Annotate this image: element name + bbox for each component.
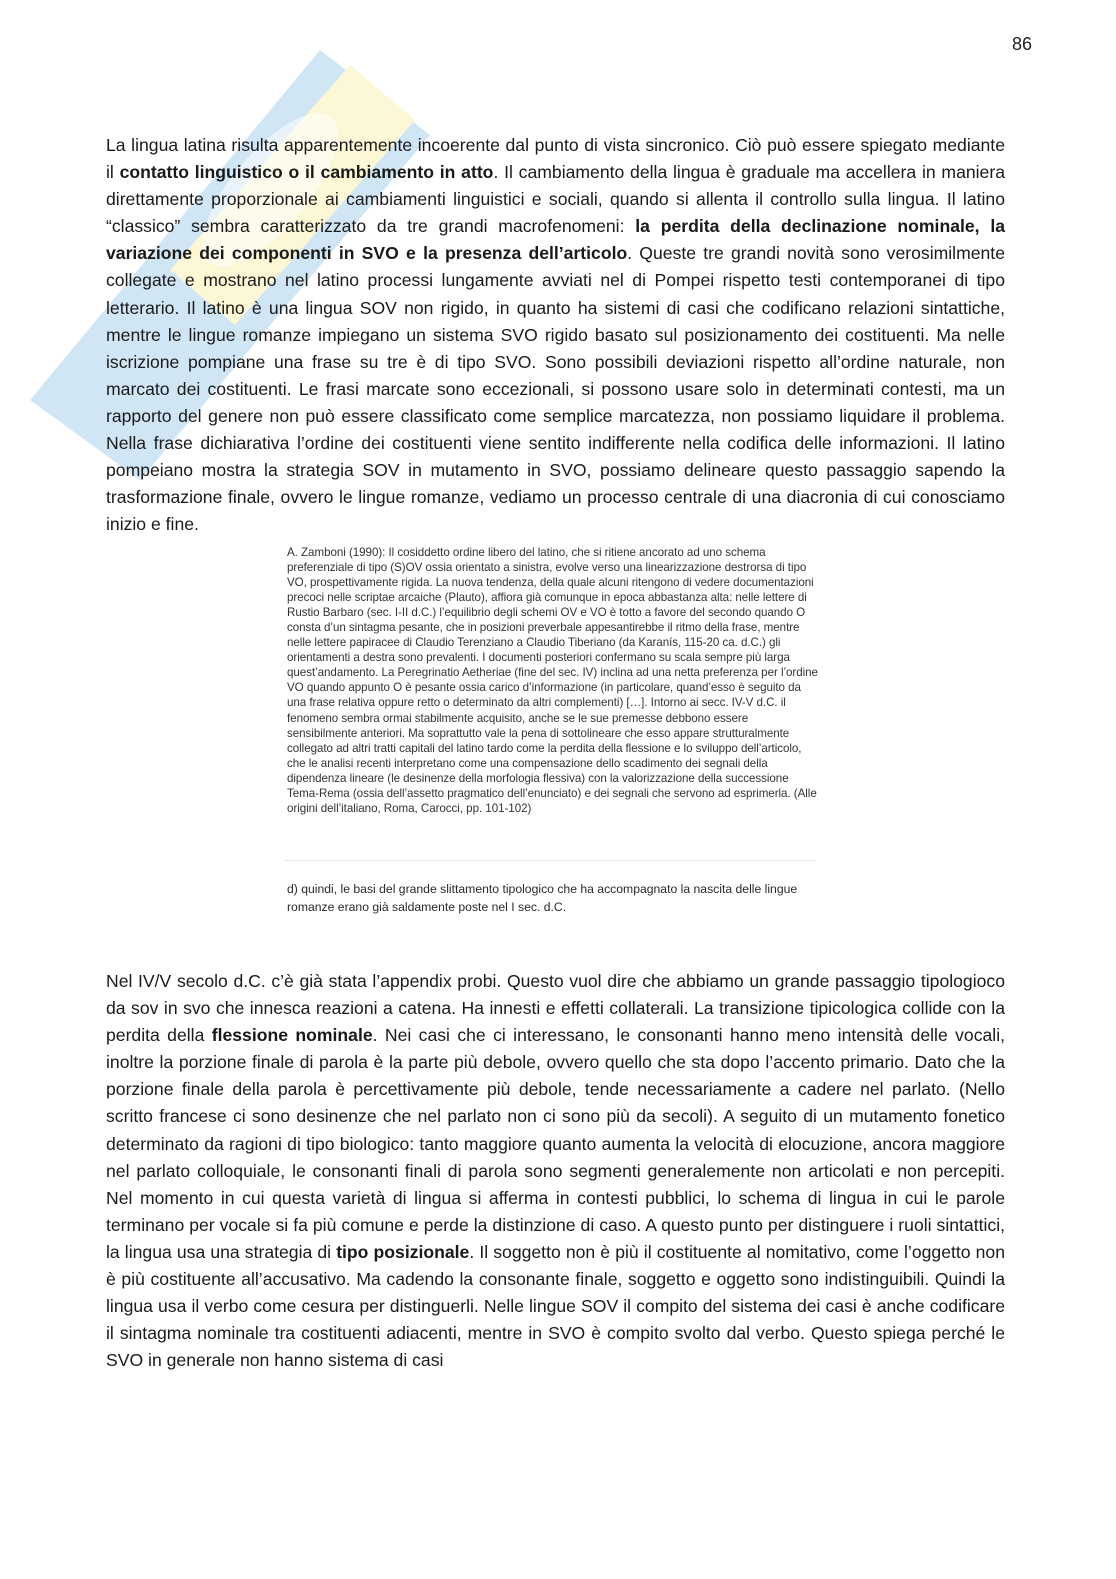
quote-divider <box>284 860 816 861</box>
quote-image <box>276 542 824 918</box>
paragraph-2-bold-1: flessione nominale <box>211 1025 373 1046</box>
paragraph-1-text-3: . Queste tre grandi novità sono verosimilmente collegate e mostrano nel latino processi lungamente avviati nel di Pompei rispetto testi contemporanei di tipo letterario. Il latino è una lingua SOV non rigido, in quanto ha sistemi di casi che codificano relazioni sintattiche, mentre le lingue romanze impiegano un sistema SVO rigido basato sul posizionamento dei costituenti. Ma nelle iscrizione pompiane una frase su tre è di tipo SVO. Sono possibili deviazioni rispetto all’ordine naturale, non marcato dei costituenti. Le frasi marcate sono eccezionali, si possono usare solo in determinati contesti, ma un rapporto del genere non può essere classificato come semplice marcatezza, non possiamo liquidare il problema. Nella frase dichiarativa l’ordine dei costituenti viene sentito indifferente nella codifica delle informazioni. Il latino pompeiano mostra la strategia SOV in mutamento in SVO, possiamo delineare questo passaggio sapendo la trasformazione finale, ovvero le lingue romanze, vediamo un processo centrale di una diacronia di cui conosciamo inizio e fine. <box>106 243 1005 535</box>
paragraph-2-bold-2: tipo posizionale <box>336 1241 470 1262</box>
paragraph-1-bold-2: la perdita della declinazione nominale, la variazione dei componenti in SVO e la presenza dell’articolo <box>106 216 1005 264</box>
paragraph-1-bold-1: contatto linguistico o il cambiamento in atto <box>119 162 494 183</box>
paragraph-2-text-2: . Nei casi che ci interessano, le consonanti hanno meno intensità delle vocali, inoltre la porzione finale di parola è la parte più debole, ovvero quello che sta dopo l’accento primario. Dato che la porzione finale della parola è percettivamente più debole, tende necessariamente a cadere nel parlato. (Nello scritto francese ci sono desinenze che nel parlato non ci sono più da secoli). A seguito di un mutamento fonetico determinato da ragioni di tipo biologico: tanto maggiore quanto aumenta la velocità di elocuzione, ancora maggiore nel parlato colloquiale, le consonanti finali di parola sono segmenti generalemente non articolati e non percepiti. Nel momento in cui questa varietà di lingua si afferma in contesti pubblici, lo schema di lingua in cui le parole terminano per vocale si fa più comune e perde la distinzione di caso. A questo punto per distinguere i ruoli sintattici, la lingua usa una strategia di <box>106 1025 1005 1262</box>
paragraph-1-text-1: La lingua latina risulta apparentemente incoerente dal punto di vista sincronico. Ciò può essere spiegato mediante il <box>106 135 1005 183</box>
page-number: 86 <box>1011 34 1032 54</box>
quote-note: d) quindi, le basi del grande slittamento tipologico che ha accompagnato la nascita delle lingue romanze erano già saldamente poste nel I sec. d.C. <box>287 882 798 914</box>
paragraph-2-text-3: . Il soggetto non è più il costituente al nomitativo, come l’oggetto non è più costituente all’accusativo. Ma cadendo la consonante finale, soggetto e oggetto sono indistinguibili. Quindi la lingua usa il verbo come cesura per distinguerli. Nelle lingue SOV il compito del sistema dei casi è anche codificare il sintagma nominale tra costituenti adiacenti, mentre in SVO è compito svolto dal verbo. Questo spiega perché le SVO in generale non hanno sistema di casi <box>106 1241 1005 1371</box>
paragraph-1-text-2: . Il cambiamento della lingua è graduale ma accellera in maniera direttamente proporzionale ai cambiamenti linguistici e sociali, quando si allenta il controllo sulla lingua. Il latino “classico” sembra caratterizzato da tre grandi macrofenomeni: <box>106 162 1005 237</box>
paragraph-2-text-1: Nel IV/V secolo d.C. c’è già stata l’appendix probi. Questo vuol dire che abbiamo un grande passaggio tipologioco da sov in svo che innesca reazioni a catena. Ha innesti e effetti collaterali. La transizione tipicologica collide con la perdita della <box>106 971 1005 1046</box>
paragraph-1 <box>106 132 1005 538</box>
quote-text: A. Zamboni (1990): Il cosiddetto ordine libero del latino, che si ritiene ancorato ad uno schema preferenziale di tipo (S)OV ossia orientato a sinistra, evolve verso una linearizzazione destrorsa di tipo VO, prospettivamente rigida. La nuova tendenza, della quale alcuni ritengono di vedere documentazioni precoci nelle scriptae arcaiche (Plauto), affiora già comunque in epoca abbastanza alta: nelle lettere di Rustio Barbaro (sec. I-II d.C.) l’equilibrio degli schemi OV e VO è totto a favore del secondo quando O consta d’un sintagma pesante, che in posizioni preverbale appesantirebbe il ritmo della frase, mentre nelle lettere papiracee di Claudio Terenziano a Claudio Tiberiano (da Karanís, 115-20 ca. d.C.) gli orientamenti a destra sono prevalenti. I documenti posteriori confermano su scala sempre più larga quest’andamento. La Peregrinatio Aetheriae (fine del sec. IV) inclina ad una netta preferenza per l’ordine VO quando appunto O è pesante ossia carico d’informazione (in particolare, quand’esso è seguito da una frase relativa oppure retto o determinato da altri complementi) […]. Intorno ai secc. IV-V d.C. il fenomeno sembra ormai stabilmente acquisito, anche se le sue premesse debbono essere sensibilmente anteriori. Ma soprattutto vale la pena di sottolineare che esso appare strutturalmente collegato ad altri tratti capitali del latino tardo come la perdita della flessione e lo sviluppo dell’articolo, che le analisi recenti interpretano come una compensazione dello scadimento dei segnali della dipendenza lineare (le desinenze della morfologia flessiva) con la valorizzazione della successione Tema-Rema (ossia dell’assetto pragmatico dell’enunciato) e dei segnali che servono ad esprimerla. (Alle origini dell’italiano, Roma, Carocci, pp. 101-102) <box>287 546 818 815</box>
paragraph-2 <box>106 968 1005 1374</box>
